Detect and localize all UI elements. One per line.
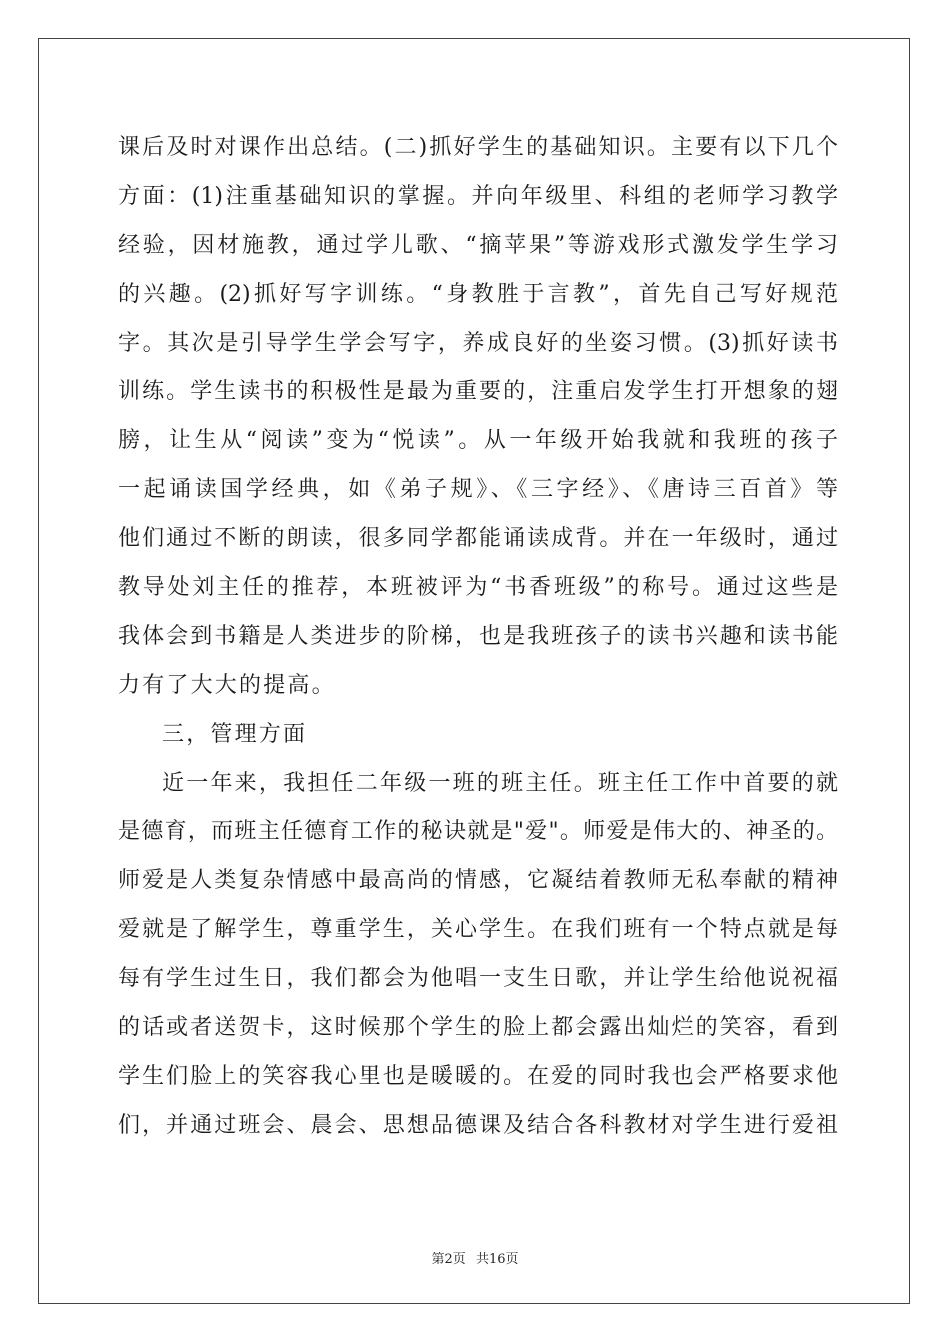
paragraph-study [118, 124, 838, 711]
page-footer [0, 1248, 950, 1267]
text-line: 经验，因材施教，通过学儿歌、“摘苹果”等游戏形式激发学生学习 [118, 232, 838, 258]
text-line: 训练。学生读书的积极性是最为重要的，注重启发学生打开想象的翅 [118, 379, 838, 405]
text-line: 教导处刘主任的推荐，本班被评为“书香班级”的称号。通过这些是 [118, 575, 838, 601]
page-total: 共16页 [475, 1252, 519, 1267]
text-line: 学生们脸上的笑容我心里也是暖暖的。在爱的同时我也会严格要求他 [118, 1063, 838, 1089]
text-line: 一起诵读国学经典，如《弟子规》、《三字经》、《唐诗三百首》等 [118, 477, 838, 503]
paragraph-management [118, 760, 838, 1151]
page-number: 第2页 [431, 1252, 466, 1267]
text-line: 师爱是人类复杂情感中最高尚的情感，它凝结着教师无私奉献的精神 [118, 868, 838, 894]
text-line: 们，并通过班会、晨会、思想品德课及结合各科教材对学生进行爱祖 [118, 1112, 838, 1138]
text-line: 课后及时对课作出总结。(二)抓好学生的基础知识。主要有以下几个 [118, 135, 838, 160]
text-line: 近一年来，我担任二年级一班的班主任。班主任工作中首要的就 [162, 770, 838, 796]
document-body [118, 124, 838, 1151]
text-line: 的话或者送贺卡，这时候那个学生的脸上都会露出灿烂的笑容，看到 [118, 1015, 838, 1041]
text-line: 的兴趣。(2)抓好写字训练。“身教胜于言教”，首先自己写好规范 [118, 281, 838, 307]
text-line: 他们通过不断的朗读，很多同学都能诵读成背。并在一年级时，通过 [118, 526, 838, 552]
section-heading: 三，管理方面 [162, 721, 308, 747]
text-line: 我体会到书籍是人类进步的阶梯，也是我班孩子的读书兴趣和读书能 [118, 623, 838, 649]
text-line: 每有学生过生日，我们都会为他唱一支生日歌，并让学生给他说祝福 [118, 966, 838, 992]
text-line: 是德育，而班主任德育工作的秘诀就是"爱"。师爱是伟大的、神圣的。 [118, 819, 838, 845]
text-line: 字。其次是引导学生学会写字，养成良好的坐姿习惯。(3)抓好读书 [118, 330, 838, 356]
text-line: 方面：(1)注重基础知识的掌握。并向年级里、科组的老师学习教学 [118, 183, 838, 209]
text-line: 爱就是了解学生，尊重学生，关心学生。在我们班有一个特点就是每 [118, 917, 838, 943]
text-line: 膀，让生从“阅读”变为“悦读”。从一年级开始我就和我班的孩子 [118, 428, 838, 454]
text-line: 力有了大大的提高。 [118, 672, 336, 698]
